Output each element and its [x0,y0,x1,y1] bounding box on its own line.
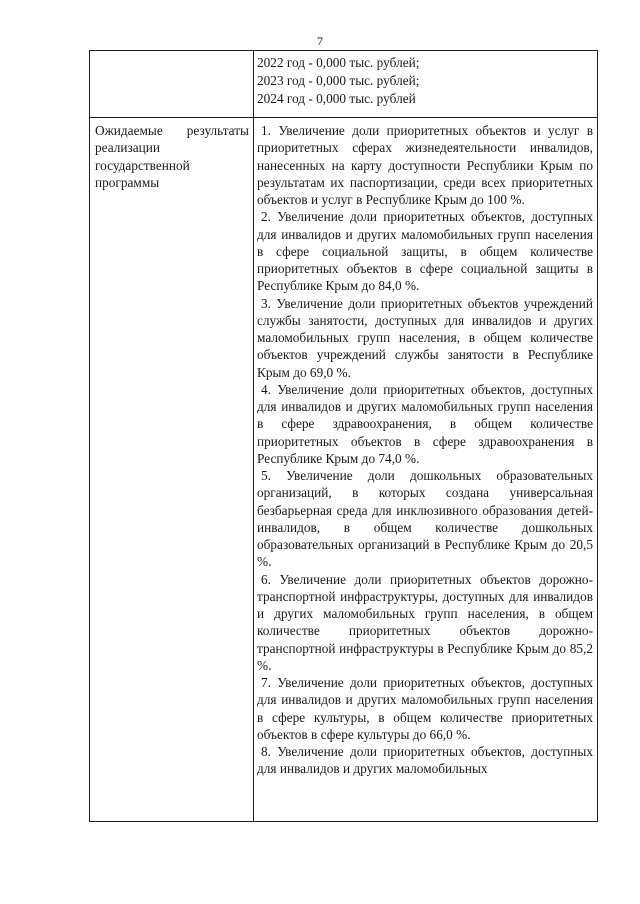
result-item-2: 2. Увеличение доли приоритетных объектов, доступных для инвалидов и других маломобильных групп населения в сфере социальной защиты, в общем количестве приоритетных объектов в сфере социальной защиты в Республике Крым до 84,0 %. [257,209,593,294]
results-label-cell [90,118,254,822]
funding-line-2023: 2023 год - 0,000 тыс. рублей; [257,73,420,88]
results-list [254,118,597,778]
result-item-6: 6. Увеличение доли приоритетных объектов дорожно-транспортной инфраструктуры, доступных для инвалидов и других маломобильных групп населения, в общем количестве приоритетных объектов дорожно-транспортной инфраструктуры в Республике Крым до 85,2 %. [257,571,593,673]
funding-label-cell [90,51,254,118]
funding-line-2022: 2022 год - 0,000 тыс. рублей; [257,55,420,70]
result-item-5: 5. Увеличение доли дошкольных образовательных организаций, в которых создана универсальная безбарьерная среда для инклюзивного образования детей-инвалидов, в общем количестве дошкольных образовательных организаций в Республике Крым до 20,5 %. [257,468,593,570]
results-row [90,118,598,822]
results-content-cell [254,118,598,822]
funding-lines [254,51,597,108]
results-label: Ожидаемые результаты реализации государственной программы [95,123,249,190]
program-passport-table [89,50,598,822]
result-item-8: 8. Увеличение доли приоритетных объектов, доступных для инвалидов и других маломобильных [257,744,593,777]
result-item-4: 4. Увеличение доли приоритетных объектов, доступных для инвалидов и других маломобильных групп населения в сфере здравоохранения, в общем количестве приоритетных объектов в сфере здравоохранения в Республике Крым до 74,0 %. [257,381,593,466]
funding-row [90,51,598,118]
result-item-7: 7. Увеличение доли приоритетных объектов, доступных для инвалидов и других маломобильных групп населения в сфере культуры, в общем количестве приоритетных объектов в сфере культуры до 66,0 %. [257,675,593,742]
page-number: 7 [317,34,323,48]
result-item-1: 1. Увеличение доли приоритетных объектов и услуг в приоритетных сферах жизнедеятельности инвалидов, нанесенных на карту доступности Республики Крым по результатам их паспортизации, среди всех приоритетных объектов и услуг в Республике Крым до 100 %. [257,123,593,207]
funding-content-cell [254,51,598,118]
result-item-3: 3. Увеличение доли приоритетных объектов учреждений службы занятости, доступных для инвалидов и других маломобильных групп населения, в общем количестве объектов учреждений службы занятости в Республике Крым до 69,0 %. [257,295,593,380]
funding-line-2024: 2024 год - 0,000 тыс. рублей [257,91,416,106]
